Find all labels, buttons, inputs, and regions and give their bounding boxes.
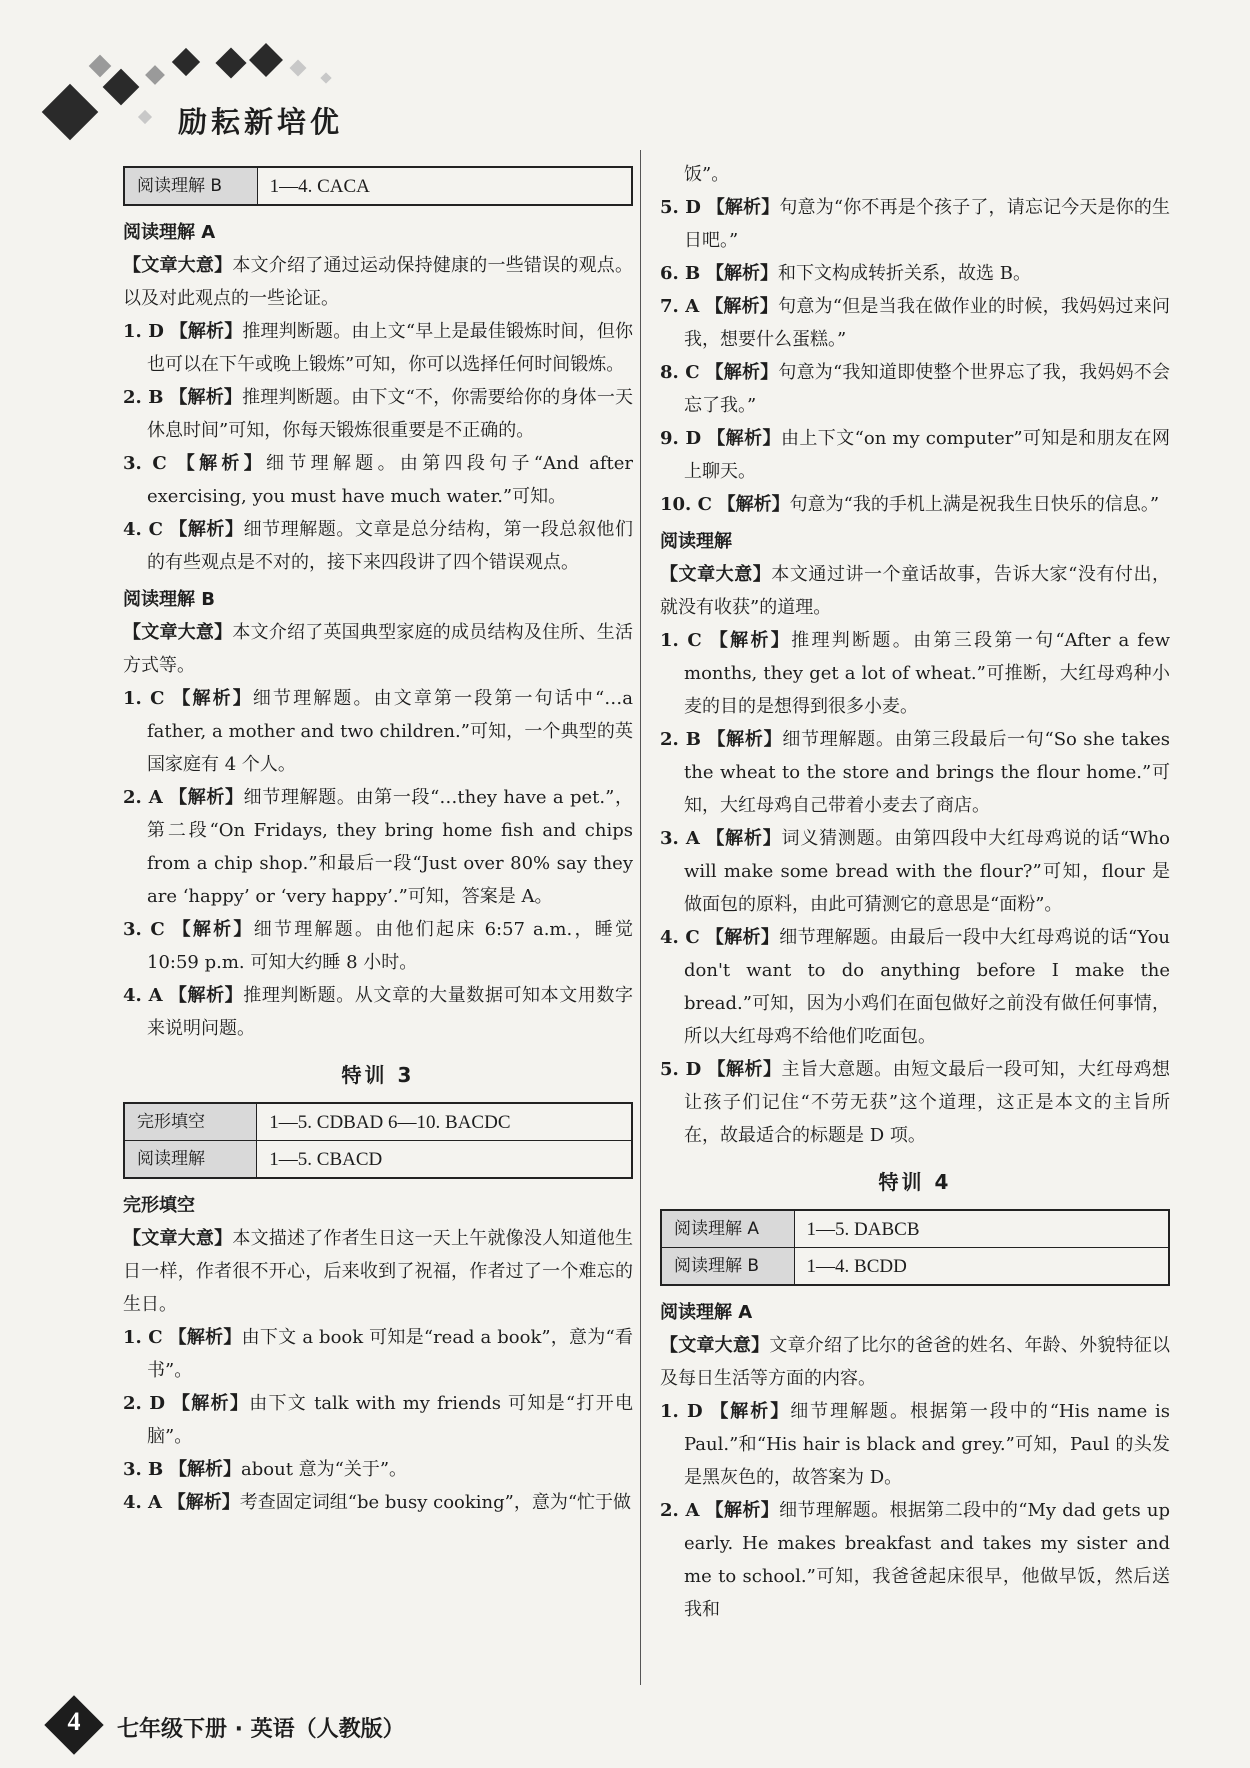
item-text: 推理判断题。由第三段第一句“After a few months, they get a lot of wheat.”可推断，大红母鸡种小麦的目的是想得到很多小麦。 <box>684 630 1170 717</box>
tag: 【解析】 <box>717 494 790 515</box>
decor-diamond-icon <box>138 110 152 124</box>
list-item <box>660 422 1170 488</box>
item-text: 推理判断题。由下文“不，你需要给你的身体一天休息时间”可知，你每天锻炼很重要是不正确的。 <box>147 387 633 441</box>
summary-text: 本文介绍了通过运动保持健康的一些错误的观点。以及对此观点的一些论证。 <box>123 255 634 309</box>
section-title: 阅读理解 A <box>660 1302 753 1323</box>
summary <box>123 616 633 682</box>
item-number: 3. A <box>660 828 700 849</box>
continued-text: 饭”。 <box>684 164 730 185</box>
item-text: 细节理解题。由最后一段中大红母鸡说的话“You don't want to do anything before I make the bread.”可知，因为小鸡们在面包做好之前没有做任何事情，所以大红母鸡不给他们吃面包。 <box>684 927 1171 1047</box>
item-text: 句意为“我知道即使整个世界忘了我，我妈妈不会忘了我。” <box>684 362 1171 416</box>
list-item <box>123 315 633 381</box>
item-number: 1. C <box>123 688 165 709</box>
item-number: 5. D <box>660 197 701 218</box>
table-row <box>124 1141 632 1179</box>
list-item <box>123 979 633 1045</box>
list-item <box>660 257 1170 290</box>
tag: 【解析】 <box>167 1492 240 1513</box>
item-text: 细节理解题。由文章第一段第一句话中“…a father, a mother and two children.”可知，一个典型的英国家庭有 4 个人。 <box>147 688 633 775</box>
page-header <box>0 0 1250 160</box>
list-item <box>660 921 1170 1053</box>
item-number: 3. C <box>123 919 165 940</box>
right-column <box>660 158 1170 1626</box>
item-text: 句意为“我的手机上满是祝我生日快乐的信息。” <box>789 494 1160 515</box>
brand-title: 励耘新培优 <box>178 105 344 139</box>
item-number: 10. C <box>660 494 712 515</box>
list-item <box>123 682 633 781</box>
table-value: 1—4. BCDD <box>794 1248 1169 1286</box>
item-number: 1. D <box>660 1401 703 1422</box>
tag: 【解析】 <box>168 1327 242 1348</box>
tag: 【解析】 <box>707 428 781 449</box>
column-divider <box>640 150 641 1685</box>
tag: 【解析】 <box>707 729 783 750</box>
item-text: 考查固定词组“be busy cooking”，意为“忙于做 <box>239 1492 632 1513</box>
table-row <box>124 167 632 205</box>
list-item <box>660 723 1170 822</box>
tag: 【文章大意】 <box>123 622 233 643</box>
summary-text: 本文介绍了英国典型家庭的成员结构及住所、生活方式等。 <box>123 622 634 676</box>
list-item <box>660 1494 1170 1626</box>
list-item <box>123 1453 633 1486</box>
item-number: 7. A <box>660 296 700 317</box>
item-text: 主旨大意题。由短文最后一段可知，大红母鸡想让孩子们记住“不劳无获”这个道理，这正是本文的主旨所在，故最适合的标题是 D 项。 <box>684 1059 1171 1146</box>
list-item <box>123 1486 633 1519</box>
list-item <box>660 1395 1170 1494</box>
left-column <box>123 160 633 1519</box>
item-number: 6. B <box>660 263 701 284</box>
tag: 【解析】 <box>169 321 243 342</box>
item-text: 句意为“你不再是个孩子了，请忘记今天是你的生日吧。” <box>684 197 1171 251</box>
list-item <box>660 191 1170 257</box>
item-text: 句意为“但是当我在做作业的时候，我妈妈过来问我，想要什么蛋糕。” <box>684 296 1171 350</box>
item-text: 推理判断题。从文章的大量数据可知本文用数字来说明问题。 <box>147 985 633 1039</box>
decor-diamond-icon <box>290 60 307 77</box>
summary <box>660 1329 1170 1395</box>
list-item <box>660 356 1170 422</box>
item-number: 5. D <box>660 1059 702 1080</box>
tag: 【解析】 <box>705 1500 780 1521</box>
table-row <box>661 1248 1169 1286</box>
decor-diamond-icon <box>89 55 112 78</box>
section-title: 阅读理解 <box>660 531 732 552</box>
tag: 【解析】 <box>169 519 244 540</box>
tag: 【解析】 <box>705 296 779 317</box>
summary <box>123 249 633 315</box>
list-item <box>123 913 633 979</box>
list-item <box>660 290 1170 356</box>
tag: 【解析】 <box>706 197 780 218</box>
table-label: 阅读理解 <box>124 1141 257 1179</box>
tag: 【解析】 <box>168 985 244 1006</box>
tag: 【解析】 <box>172 1393 250 1414</box>
table-value: 1—5. CBACD <box>257 1141 632 1179</box>
summary <box>123 1222 633 1321</box>
item-number: 1. C <box>660 630 702 651</box>
training-title: 特训 3 <box>341 1063 415 1087</box>
decor-diamond-icon <box>42 84 99 141</box>
tag: 【解析】 <box>169 1459 242 1480</box>
item-text: 推理判断题。由上文“早上是最佳锻炼时间，但你也可以在下午或晚上锻炼”可知，你可以选择任何时间锻炼。 <box>147 321 634 375</box>
tag: 【文章大意】 <box>123 255 233 276</box>
tag: 【解析】 <box>176 453 267 474</box>
training-title: 特训 4 <box>878 1170 952 1194</box>
answer-table <box>660 1209 1170 1286</box>
table-row <box>124 1103 632 1141</box>
tag: 【解析】 <box>705 927 780 948</box>
item-number: 3. B <box>123 1459 164 1480</box>
tag: 【文章大意】 <box>660 564 772 585</box>
tag: 【解析】 <box>705 362 779 383</box>
section-title: 阅读理解 B <box>123 589 215 610</box>
section-title: 完形填空 <box>123 1195 195 1216</box>
decor-diamond-icon <box>103 69 140 106</box>
tag: 【文章大意】 <box>660 1335 770 1356</box>
item-number: 4. A <box>123 1492 163 1513</box>
item-text: 由上下文“on my computer”可知是和朋友在网上聊天。 <box>684 428 1170 482</box>
item-number: 2. A <box>660 1500 700 1521</box>
item-number: 2. D <box>123 1393 165 1414</box>
item-text: 细节理解题。由他们起床 6:57 a.m.，睡觉 10:59 p.m. 可知大约睡 8 小时。 <box>147 919 634 973</box>
item-number: 8. C <box>660 362 700 383</box>
item-number: 9. D <box>660 428 702 449</box>
table-label: 阅读理解 B <box>124 167 257 205</box>
item-number: 4. A <box>123 985 163 1006</box>
tag: 【文章大意】 <box>123 1228 233 1249</box>
tag: 【解析】 <box>707 1059 782 1080</box>
summary-text: 文章介绍了比尔的爸爸的姓名、年龄、外貌特征以及每日生活等方面的内容。 <box>660 1335 1171 1389</box>
summary <box>660 558 1170 624</box>
list-item <box>123 781 633 913</box>
list-item <box>660 488 1170 521</box>
item-number: 1. C <box>123 1327 163 1348</box>
tag: 【解析】 <box>169 787 244 808</box>
table-label: 完形填空 <box>124 1103 257 1141</box>
list-item <box>123 1321 633 1387</box>
page-number: 4 <box>67 1707 81 1736</box>
item-text: 由下文 a book 可知是“read a book”，意为“看书”。 <box>147 1327 633 1381</box>
answer-table <box>123 1102 633 1179</box>
tag: 【解析】 <box>706 263 779 284</box>
tag: 【解析】 <box>172 688 253 709</box>
table-row <box>661 1210 1169 1248</box>
decor-diamond-icon <box>172 48 200 76</box>
table-label: 阅读理解 A <box>661 1210 794 1248</box>
summary-text: 本文通过讲一个童话故事，告诉大家“没有付出，就没有收获”的道理。 <box>660 564 1171 618</box>
item-text: 细节理解题。由第四段句子“And after exercising, you must have much water.”可知。 <box>147 453 634 507</box>
tag: 【解析】 <box>172 919 254 940</box>
list-item <box>123 381 633 447</box>
table-label: 阅读理解 B <box>661 1248 794 1286</box>
item-number: 2. B <box>660 729 701 750</box>
tag: 【解析】 <box>706 828 782 849</box>
item-text: 由下文 talk with my friends 可知是“打开电脑”。 <box>147 1393 634 1447</box>
list-item <box>123 1387 633 1453</box>
item-number: 4. C <box>660 927 700 948</box>
list-item <box>123 447 633 513</box>
item-text: 细节理解题。根据第二段中的“My dad gets up early. He makes breakfast and takes my sister and me to school.”可知，我爸爸起床很早，他做早饭，然后送我和 <box>684 1500 1170 1620</box>
item-text: 细节理解题。由第一段“…they have a pet.”，第二段“On Fridays, they bring home fish and chips from a chip shop.”和最后一段“Just over 80% say they are ‘happy’ or ‘very happy’.”可知，答案是 A。 <box>147 787 633 907</box>
section-title: 阅读理解 A <box>123 222 216 243</box>
decor-diamond-icon <box>249 43 283 77</box>
tag: 【解析】 <box>709 630 792 651</box>
decor-diamond-icon <box>215 47 246 78</box>
item-text: 和下文构成转折关系，故选 B。 <box>778 263 1031 284</box>
item-number: 1. D <box>123 321 164 342</box>
page-footer <box>45 1700 645 1752</box>
item-number: 2. A <box>123 787 163 808</box>
decor-diamond-icon <box>145 65 165 85</box>
list-item <box>660 1053 1170 1152</box>
footer-book-title: 七年级下册 · 英语（人教版） <box>117 1717 405 1742</box>
summary-text: 本文描述了作者生日这一天上午就像没人知道他生日一样，作者很不开心，后来收到了祝福，作者过了一个难忘的生日。 <box>123 1228 634 1315</box>
decor-diamond-icon <box>320 72 331 83</box>
item-text: 细节理解题。由第三段最后一句“So she takes the wheat to the store and brings the flour home.”可知，大红母鸡自己带着小麦去了商店。 <box>684 729 1170 816</box>
item-text: 词义猜测题。由第四段中大红母鸡说的话“Who will make some bread with the flour?”可知，flour 是做面包的原料，由此可猜测它的意思是“面粉”。 <box>684 828 1170 915</box>
tag: 【解析】 <box>169 387 243 408</box>
table-value: 1—4. CACA <box>257 167 632 205</box>
list-item <box>123 513 633 579</box>
item-number: 4. C <box>123 519 163 540</box>
table-value: 1—5. DABCB <box>794 1210 1169 1248</box>
item-text: 细节理解题。根据第一段中的“His name is Paul.”和“His hair is black and grey.”可知，Paul 的头发是黑灰色的，故答案为 D。 <box>684 1401 1171 1488</box>
table-value: 1—5. CDBAD 6—10. BACDC <box>257 1103 632 1141</box>
tag: 【解析】 <box>710 1401 791 1422</box>
item-number: 3. C <box>123 453 167 474</box>
item-text: about 意为“关于”。 <box>241 1459 408 1480</box>
item-text: 细节理解题。文章是总分结构，第一段总叙他们的有些观点是不对的，接下来四段讲了四个错误观点。 <box>147 519 634 573</box>
item-number: 2. B <box>123 387 164 408</box>
list-item <box>660 822 1170 921</box>
answer-table <box>123 166 633 206</box>
list-item <box>660 624 1170 723</box>
